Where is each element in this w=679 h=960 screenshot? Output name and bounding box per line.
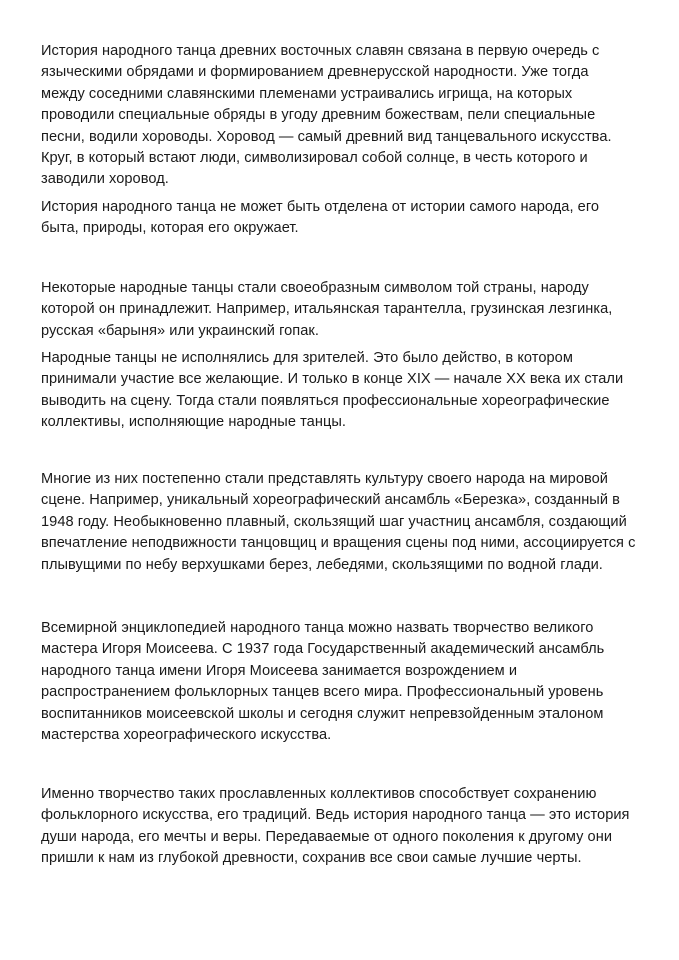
paragraph-2	[41, 197, 651, 240]
paragraph-3	[41, 278, 651, 342]
text-line: распространением фольклорных танцев всего мира. Профессиональный уровень	[41, 684, 604, 701]
text-line: фольклорного искусства, его традиций. Ведь история народного танца — это история	[41, 807, 630, 824]
text-line: мастера Игоря Моисеева. С 1937 года Государственный академический ансамбль	[41, 641, 605, 658]
text-line: песни, водили хороводы. Хоровод — самый древний вид танцевального искусства.	[41, 128, 612, 145]
paragraph-5	[41, 469, 651, 576]
text-line: быта, природы, которая его окружает.	[41, 220, 299, 237]
text-line: проводили специальные обряды в угоду древним божествам, пели специальные	[41, 107, 596, 124]
text-line: которой он принадлежит. Например, итальянская тарантелла, грузинская лезгинка,	[41, 301, 613, 318]
text-line: 1948 году. Необыкновенно плавный, скользящий шаг участниц ансамбля, создающий	[41, 513, 627, 530]
text-line: История народного танца древних восточных славян связана в первую очередь с	[41, 43, 600, 59]
text-line: впечатление неподвижности танцовщиц и вращения сцены под ними, ассоциируется с	[41, 535, 636, 552]
text-line: мастерства хореографического искусства.	[41, 727, 332, 744]
text-line: между соседними славянскими племенами устраивались игрища, на которых	[41, 85, 573, 102]
text-line: Именно творчество таких прославленных коллективов способствует сохранению	[41, 786, 597, 802]
text-line: пришли к нам из глубокой древности, сохранив все свои самые лучшие черты.	[41, 850, 582, 867]
text-line: Некоторые народные танцы стали своеобразным символом той страны, народу	[41, 280, 589, 296]
paragraph-7	[41, 784, 651, 870]
text-line: Народные танцы не исполнялись для зрителей. Это было действо, в котором	[41, 350, 573, 366]
text-line: коллективы, исполняющие народные танцы.	[41, 414, 346, 431]
paragraph-1	[41, 41, 651, 191]
text-line: сцене. Например, уникальный хореографический ансамбль «Березка», созданный в	[41, 492, 620, 509]
text-line: русская «барыня» или украинский гопак.	[41, 322, 319, 339]
text-line: выводить на сцену. Тогда стали появляться профессиональные хореографические	[41, 392, 610, 409]
text-line: Круг, в который встают люди, символизировал собой солнце, в честь которого и	[41, 150, 588, 167]
text-line: воспитанников моисеевской школы и сегодня служит непревзойденным эталоном	[41, 705, 604, 722]
paragraph-4	[41, 348, 651, 434]
text-line: принимали участие все желающие. И только в конце XIX — начале XX века их стали	[41, 371, 624, 388]
text-line: народного танца имени Игоря Моисеева занимается возрождением и	[41, 662, 518, 679]
text-line: заводили хоровод.	[41, 171, 169, 188]
text-line: души народа, его мечты и веры. Передаваемые от одного поколения к другому они	[41, 828, 613, 845]
text-line: Всемирной энциклопедией народного танца можно назвать творчество великого	[41, 620, 594, 636]
text-line: История народного танца не может быть отделена от истории самого народа, его	[41, 199, 600, 215]
text-line: плывущими по небу верхушками берез, лебедями, скользящими по водной глади.	[41, 556, 603, 573]
text-line: языческими обрядами и формированием древнерусской народности. Уже тогда	[41, 64, 589, 81]
text-line: Многие из них постепенно стали представлять культуру своего народа на мировой	[41, 471, 609, 487]
paragraph-6	[41, 618, 651, 746]
